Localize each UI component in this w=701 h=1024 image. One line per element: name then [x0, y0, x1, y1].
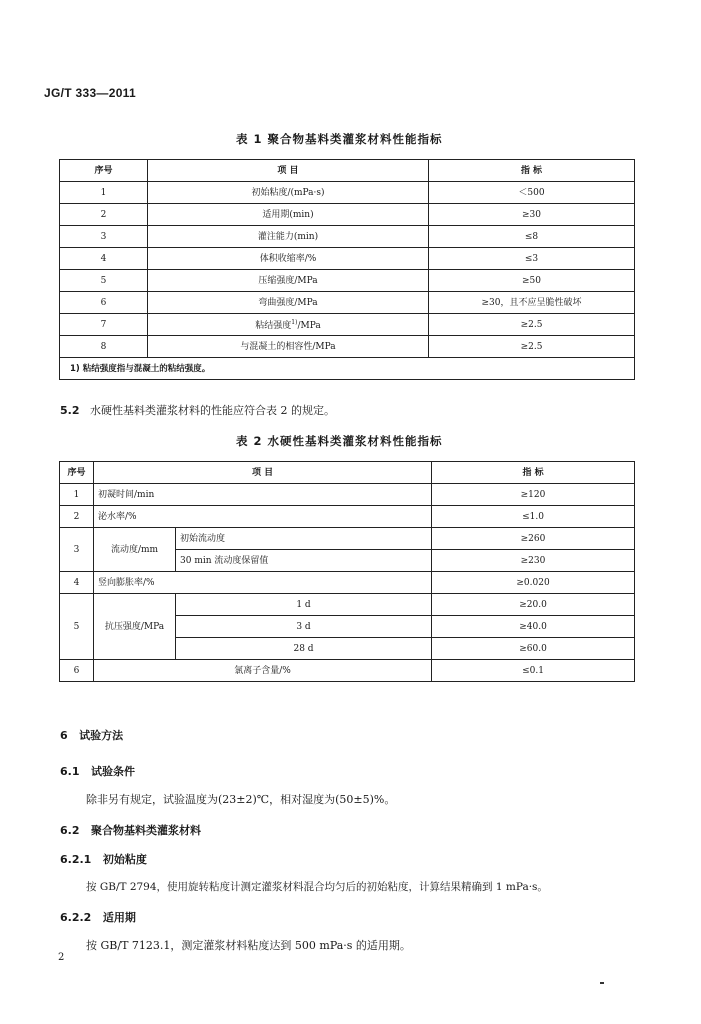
table-row [60, 314, 635, 336]
table1-seq: 5 [60, 270, 148, 292]
table2-value: ≥230 [432, 550, 635, 572]
section-6-2-2-heading [60, 909, 136, 925]
section-6-2-1-heading [60, 851, 147, 867]
table2-value: ≥20.0 [432, 594, 635, 616]
table1-value: ≥30 [429, 204, 635, 226]
table1-seq: 6 [60, 292, 148, 314]
table2-subitem: 初始流动度 [176, 528, 432, 550]
table2-header-seq: 序号 [60, 462, 94, 484]
table2 [59, 461, 635, 682]
table-row [60, 270, 635, 292]
section-6-2-1-title: 初始粘度 [102, 853, 147, 866]
table2-subitem: 3 d [176, 616, 432, 638]
section-6-2-number: 6.2 [60, 824, 80, 837]
table1-value: ≥2.5 [429, 314, 635, 336]
table1-value: ≤3 [429, 248, 635, 270]
table2-value: ≥60.0 [432, 638, 635, 660]
table1-header-item: 项 目 [148, 160, 429, 182]
table2-item: 竖向膨胀率/% [94, 572, 432, 594]
clause-5-2-number: 5.2 [60, 404, 80, 417]
table2-seq: 4 [60, 572, 94, 594]
table-row [60, 204, 635, 226]
table2-seq: 1 [60, 484, 94, 506]
table-row [60, 226, 635, 248]
table1-item: 压缩强度/MPa [148, 270, 429, 292]
table1-value: ＜500 [429, 182, 635, 204]
table2-value: ≤1.0 [432, 506, 635, 528]
table2-header-item: 项 目 [94, 462, 432, 484]
section-6-2-title: 聚合物基料类灌浆材料 [91, 824, 201, 837]
table2-item: 流动度/mm [94, 528, 176, 572]
table1-seq: 1 [60, 182, 148, 204]
table1-seq: 2 [60, 204, 148, 226]
table1-item: 初始粘度/(mPa·s) [148, 182, 429, 204]
table1-item: 弯曲强度/MPa [148, 292, 429, 314]
table2-value: ≥120 [432, 484, 635, 506]
table2-caption: 表 2 水硬性基料类灌浆材料性能指标 [236, 434, 443, 448]
table2-subitem: 1 d [176, 594, 432, 616]
table-row [60, 292, 635, 314]
page-number: 2 [58, 952, 65, 963]
table2-value: ≥260 [432, 528, 635, 550]
table1-item-text: 粘结强度 [255, 321, 292, 331]
table1-header-index: 指 标 [429, 160, 635, 182]
table1-seq: 4 [60, 248, 148, 270]
table2-item: 初凝时间/min [94, 484, 432, 506]
table2-value: ≥40.0 [432, 616, 635, 638]
section-6-2-1-number: 6.2.1 [60, 853, 92, 866]
table-row [60, 660, 635, 682]
table2-item: 抗压强度/MPa [94, 594, 176, 660]
section-6-2-2-number: 6.2.2 [60, 911, 92, 924]
table1-value: ≥50 [429, 270, 635, 292]
section-6-number: 6 [60, 729, 68, 742]
table1-caption: 表 1 聚合物基料类灌浆材料性能指标 [236, 132, 443, 146]
table2-item: 泌水率/% [94, 506, 432, 528]
table-row [60, 484, 635, 506]
table1-value: ≤8 [429, 226, 635, 248]
table1-header-row [60, 160, 635, 182]
table-row [60, 336, 635, 358]
table2-seq: 5 [60, 594, 94, 660]
table2-seq: 2 [60, 506, 94, 528]
table1-item: 适用期(min) [148, 204, 429, 226]
table-row [60, 182, 635, 204]
table-row [60, 506, 635, 528]
table1 [59, 159, 635, 380]
table1-footnote: 1) 粘结强度指与混凝土的粘结强度。 [60, 358, 635, 380]
clause-5-2-text: 水硬性基料类灌浆材料的性能应符合表 2 的规定。 [90, 404, 335, 417]
table1-item-unit: /MPa [297, 321, 321, 331]
table-row [60, 572, 635, 594]
table1-item: 与混凝土的相容性/MPa [148, 336, 429, 358]
table-row [60, 594, 635, 616]
section-6-heading [60, 727, 123, 743]
table1-value: ≥30，且不应呈脆性破坏 [429, 292, 635, 314]
table2-subitem: 28 d [176, 638, 432, 660]
clause-5-2 [60, 402, 335, 418]
table1-item: 体积收缩率/% [148, 248, 429, 270]
section-6-title: 试验方法 [79, 729, 124, 742]
section-6-2-heading [60, 822, 201, 838]
section-6-1-heading [60, 763, 135, 779]
scan-speck [600, 982, 604, 984]
table-row [60, 248, 635, 270]
table2-item: 氯离子含量/% [94, 660, 432, 682]
table1-value: ≥2.5 [429, 336, 635, 358]
table2-header-index: 指 标 [432, 462, 635, 484]
section-6-1-number: 6.1 [60, 765, 80, 778]
table1-seq: 8 [60, 336, 148, 358]
standard-code: JG/T 333—2011 [44, 86, 136, 100]
table1-seq: 3 [60, 226, 148, 248]
section-6-1-text: 除非另有规定，试验温度为(23±2)℃，相对湿度为(50±5)%。 [86, 793, 396, 806]
table1-item: 灌注能力(min) [148, 226, 429, 248]
footnote-ref: 1) [291, 319, 298, 326]
table1-item [148, 314, 429, 336]
section-6-1-title: 试验条件 [91, 765, 135, 778]
table2-value: ≥0.020 [432, 572, 635, 594]
table1-header-seq: 序号 [60, 160, 148, 182]
table2-seq: 3 [60, 528, 94, 572]
table2-value: ≤0.1 [432, 660, 635, 682]
section-6-2-2-text: 按 GB/T 7123.1，测定灌浆材料粘度达到 500 mPa·s 的适用期。 [86, 939, 411, 952]
table2-subitem: 30 min 流动度保留值 [176, 550, 432, 572]
table2-header-row [60, 462, 635, 484]
section-6-2-2-title: 适用期 [102, 911, 136, 924]
table1-footnote-row [60, 358, 635, 380]
table2-seq: 6 [60, 660, 94, 682]
table-row [60, 528, 635, 550]
table1-seq: 7 [60, 314, 148, 336]
section-6-2-1-text: 按 GB/T 2794，使用旋转粘度计测定灌浆材料混合均匀后的初始粘度，计算结果精确到 1 mPa·s。 [86, 881, 548, 893]
